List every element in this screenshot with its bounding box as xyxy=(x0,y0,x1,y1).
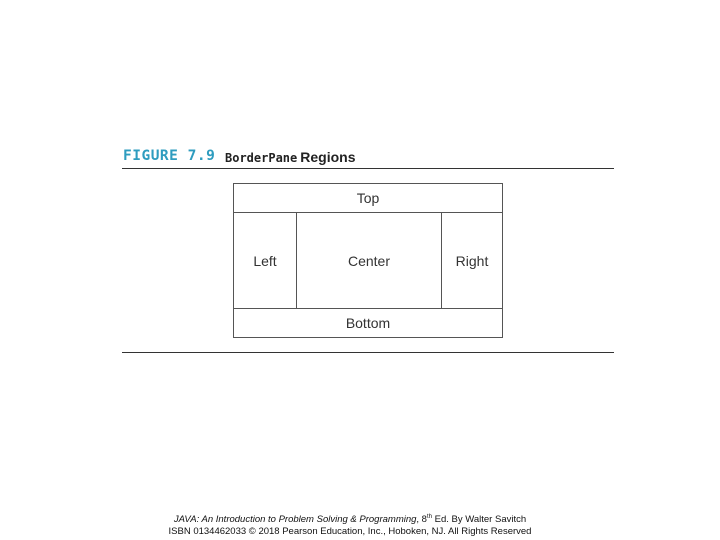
region-center xyxy=(297,213,441,308)
region-bottom xyxy=(234,308,502,337)
footer-edition-suffix: th xyxy=(426,514,432,520)
region-left xyxy=(234,213,297,308)
region-left-label: Left xyxy=(253,252,277,269)
region-bottom-label: Bottom xyxy=(345,315,391,331)
figure-number: FIGURE 7.9 xyxy=(123,148,216,164)
footer-edition-number: , 8 xyxy=(416,514,427,526)
footer-citation xyxy=(0,514,700,525)
figure-caption xyxy=(122,146,614,168)
top-rule xyxy=(122,168,614,169)
region-center-label: Center xyxy=(347,252,391,269)
footer-edition-rest: Ed. By Walter Savitch xyxy=(431,514,527,526)
borderpane-diagram xyxy=(233,183,503,338)
figure-title-code: BorderPane xyxy=(225,151,298,165)
region-top-label: Top xyxy=(356,190,380,206)
region-right-label: Right xyxy=(455,252,489,269)
figure-title xyxy=(225,149,355,167)
region-right xyxy=(441,213,502,308)
footer-copyright: ISBN 0134462033 © 2018 Pearson Education, Inc., Hoboken, NJ. All Rights Reserved xyxy=(168,526,532,537)
footer-book-title: JAVA: An Introduction to Problem Solving & Programming xyxy=(173,514,417,526)
region-top xyxy=(234,184,502,213)
figure-title-text: Regions xyxy=(300,149,356,165)
bottom-rule xyxy=(122,352,614,353)
